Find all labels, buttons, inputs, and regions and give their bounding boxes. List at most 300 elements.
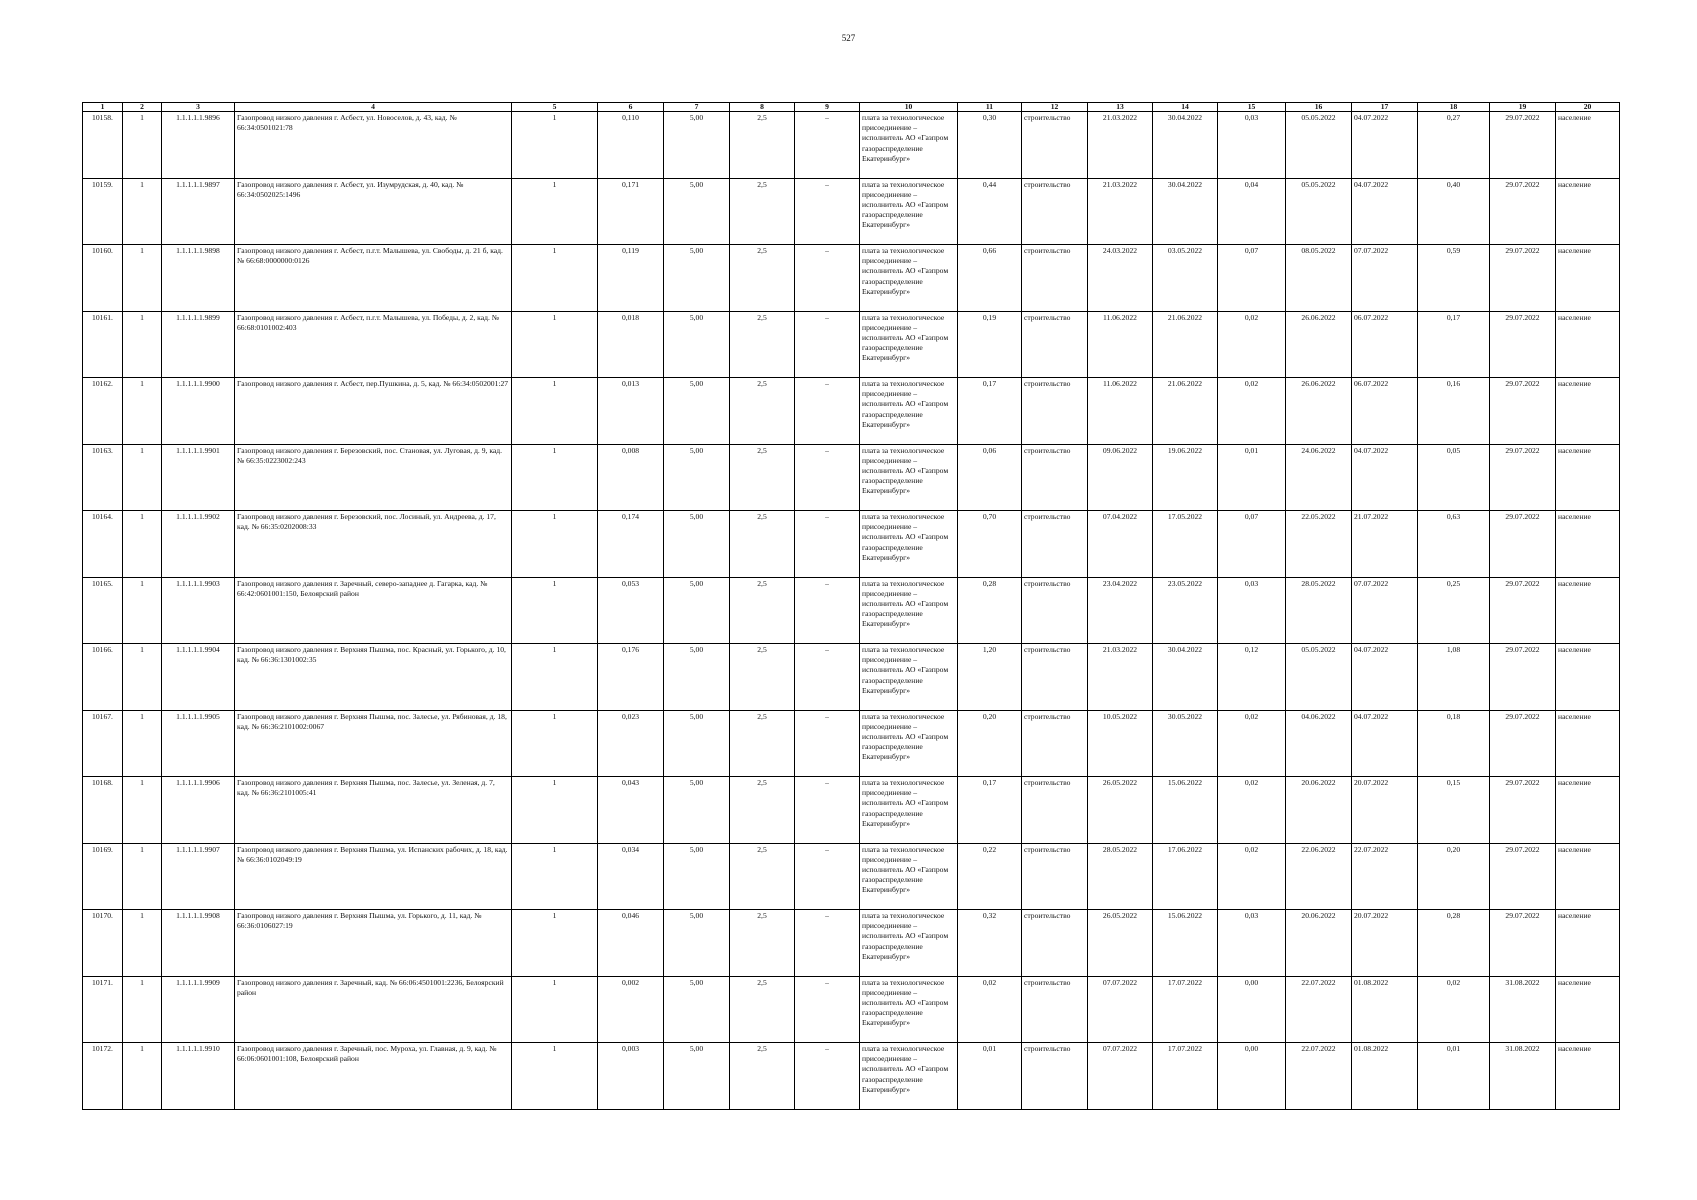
cell-col-17: 01.08.2022 — [1352, 976, 1418, 1043]
cell-col-19: 29.07.2022 — [1490, 378, 1556, 445]
cell-col-2: 1 — [123, 910, 162, 977]
cell-col-16: 22.07.2022 — [1286, 976, 1352, 1043]
column-header-10: 10 — [860, 103, 958, 112]
cell-col-5: 1 — [512, 444, 598, 511]
cell-col-13: 10.05.2022 — [1088, 710, 1153, 777]
cell-col-5: 1 — [512, 843, 598, 910]
cell-col-19: 29.07.2022 — [1490, 178, 1556, 245]
cell-col-8: 2,5 — [730, 112, 795, 179]
cell-col-1: 10171. — [83, 976, 123, 1043]
cell-col-15: 0,02 — [1218, 378, 1286, 445]
cell-col-4: Газопровод низкого давления г. Заречный, кад. № 66:06:4501001:2236, Белоярский район — [235, 976, 512, 1043]
cell-col-3: 1.1.1.1.1.9900 — [162, 378, 235, 445]
cell-col-2: 1 — [123, 444, 162, 511]
cell-col-10: плата за технологическое присоединение – исполнитель АО «Газпром газораспределение Екатеринбург» — [860, 710, 958, 777]
cell-col-9: – — [795, 245, 860, 312]
column-header-5: 5 — [512, 103, 598, 112]
cell-col-13: 11.06.2022 — [1088, 378, 1153, 445]
cell-col-9: – — [795, 444, 860, 511]
cell-col-4: Газопровод низкого давления г. Асбест, ул. Новоселов, д. 43, кад. № 66:34:0501021:78 — [235, 112, 512, 179]
cell-col-15: 0,03 — [1218, 577, 1286, 644]
cell-col-6: 0,176 — [598, 644, 664, 711]
cell-col-20: население — [1556, 577, 1620, 644]
cell-col-20: население — [1556, 644, 1620, 711]
table-row — [83, 777, 1620, 844]
cell-col-3: 1.1.1.1.1.9899 — [162, 311, 235, 378]
cell-col-1: 10158. — [83, 112, 123, 179]
cell-col-7: 5,00 — [664, 910, 730, 977]
cell-col-15: 0,03 — [1218, 910, 1286, 977]
cell-col-15: 0,01 — [1218, 444, 1286, 511]
cell-col-20: население — [1556, 112, 1620, 179]
cell-col-18: 0,20 — [1418, 843, 1490, 910]
column-header-2: 2 — [123, 103, 162, 112]
cell-col-3: 1.1.1.1.1.9896 — [162, 112, 235, 179]
cell-col-9: – — [795, 644, 860, 711]
cell-col-7: 5,00 — [664, 444, 730, 511]
cell-col-16: 28.05.2022 — [1286, 577, 1352, 644]
cell-col-5: 1 — [512, 644, 598, 711]
cell-col-6: 0,110 — [598, 112, 664, 179]
cell-col-3: 1.1.1.1.1.9907 — [162, 843, 235, 910]
cell-col-18: 0,01 — [1418, 1043, 1490, 1110]
cell-col-6: 0,174 — [598, 511, 664, 578]
table-row — [83, 378, 1620, 445]
cell-col-19: 29.07.2022 — [1490, 710, 1556, 777]
cell-col-1: 10164. — [83, 511, 123, 578]
cell-col-3: 1.1.1.1.1.9897 — [162, 178, 235, 245]
cell-col-8: 2,5 — [730, 777, 795, 844]
cell-col-2: 1 — [123, 644, 162, 711]
column-header-1: 1 — [83, 103, 123, 112]
cell-col-12: строительство — [1022, 777, 1088, 844]
cell-col-10: плата за технологическое присоединение – исполнитель АО «Газпром газораспределение Екатеринбург» — [860, 577, 958, 644]
cell-col-2: 1 — [123, 511, 162, 578]
cell-col-5: 1 — [512, 910, 598, 977]
cell-col-5: 1 — [512, 577, 598, 644]
cell-col-18: 1,08 — [1418, 644, 1490, 711]
cell-col-4: Газопровод низкого давления г. Верхняя Пышма, пос. Залесье, ул. Зеленая, д. 7, кад. № 66:36:2101005:41 — [235, 777, 512, 844]
cell-col-1: 10167. — [83, 710, 123, 777]
column-header-3: 3 — [162, 103, 235, 112]
cell-col-20: население — [1556, 777, 1620, 844]
cell-col-7: 5,00 — [664, 178, 730, 245]
cell-col-13: 07.07.2022 — [1088, 1043, 1153, 1110]
cell-col-18: 0,16 — [1418, 378, 1490, 445]
table-row — [83, 245, 1620, 312]
cell-col-18: 0,59 — [1418, 245, 1490, 312]
cell-col-10: плата за технологическое присоединение – исполнитель АО «Газпром газораспределение Екатеринбург» — [860, 1043, 958, 1110]
cell-col-10: плата за технологическое присоединение – исполнитель АО «Газпром газораспределение Екатеринбург» — [860, 644, 958, 711]
cell-col-20: население — [1556, 378, 1620, 445]
cell-col-5: 1 — [512, 710, 598, 777]
column-header-20: 20 — [1556, 103, 1620, 112]
cell-col-14: 17.05.2022 — [1153, 511, 1218, 578]
cell-col-11: 0,06 — [958, 444, 1022, 511]
cell-col-13: 26.05.2022 — [1088, 910, 1153, 977]
cell-col-3: 1.1.1.1.1.9906 — [162, 777, 235, 844]
cell-col-8: 2,5 — [730, 245, 795, 312]
cell-col-10: плата за технологическое присоединение – исполнитель АО «Газпром газораспределение Екатеринбург» — [860, 311, 958, 378]
cell-col-14: 30.05.2022 — [1153, 710, 1218, 777]
cell-col-16: 05.05.2022 — [1286, 112, 1352, 179]
cell-col-2: 1 — [123, 245, 162, 312]
table-row — [83, 444, 1620, 511]
cell-col-14: 17.07.2022 — [1153, 976, 1218, 1043]
cell-col-9: – — [795, 378, 860, 445]
cell-col-17: 04.07.2022 — [1352, 710, 1418, 777]
cell-col-19: 29.07.2022 — [1490, 511, 1556, 578]
cell-col-18: 0,18 — [1418, 710, 1490, 777]
cell-col-3: 1.1.1.1.1.9908 — [162, 910, 235, 977]
column-header-13: 13 — [1088, 103, 1153, 112]
cell-col-3: 1.1.1.1.1.9901 — [162, 444, 235, 511]
table-row — [83, 178, 1620, 245]
cell-col-8: 2,5 — [730, 178, 795, 245]
cell-col-15: 0,02 — [1218, 777, 1286, 844]
cell-col-11: 0,19 — [958, 311, 1022, 378]
cell-col-16: 04.06.2022 — [1286, 710, 1352, 777]
column-header-7: 7 — [664, 103, 730, 112]
cell-col-19: 29.07.2022 — [1490, 311, 1556, 378]
cell-col-19: 29.07.2022 — [1490, 843, 1556, 910]
cell-col-1: 10172. — [83, 1043, 123, 1110]
table-row — [83, 577, 1620, 644]
cell-col-3: 1.1.1.1.1.9898 — [162, 245, 235, 312]
column-header-17: 17 — [1352, 103, 1418, 112]
cell-col-13: 21.03.2022 — [1088, 112, 1153, 179]
cell-col-6: 0,119 — [598, 245, 664, 312]
cell-col-6: 0,053 — [598, 577, 664, 644]
column-header-9: 9 — [795, 103, 860, 112]
cell-col-11: 0,02 — [958, 976, 1022, 1043]
cell-col-11: 0,32 — [958, 910, 1022, 977]
cell-col-18: 0,28 — [1418, 910, 1490, 977]
cell-col-4: Газопровод низкого давления г. Заречный, пос. Муроха, ул. Главная, д. 9, кад. № 66:06:0601001:108, Белоярский район — [235, 1043, 512, 1110]
cell-col-18: 0,63 — [1418, 511, 1490, 578]
cell-col-17: 20.07.2022 — [1352, 777, 1418, 844]
cell-col-12: строительство — [1022, 976, 1088, 1043]
table-row — [83, 1043, 1620, 1110]
cell-col-13: 07.07.2022 — [1088, 976, 1153, 1043]
cell-col-20: население — [1556, 910, 1620, 977]
table-row — [83, 112, 1620, 179]
cell-col-18: 0,17 — [1418, 311, 1490, 378]
cell-col-3: 1.1.1.1.1.9902 — [162, 511, 235, 578]
cell-col-14: 21.06.2022 — [1153, 311, 1218, 378]
cell-col-17: 06.07.2022 — [1352, 378, 1418, 445]
cell-col-4: Газопровод низкого давления г. Березовский, пос. Лосиный, ул. Андреева, д. 17, кад. № 66:35:0202008:33 — [235, 511, 512, 578]
cell-col-12: строительство — [1022, 577, 1088, 644]
cell-col-16: 26.06.2022 — [1286, 378, 1352, 445]
cell-col-3: 1.1.1.1.1.9904 — [162, 644, 235, 711]
cell-col-15: 0,07 — [1218, 511, 1286, 578]
cell-col-8: 2,5 — [730, 710, 795, 777]
cell-col-7: 5,00 — [664, 245, 730, 312]
cell-col-1: 10160. — [83, 245, 123, 312]
cell-col-14: 17.07.2022 — [1153, 1043, 1218, 1110]
cell-col-16: 05.05.2022 — [1286, 178, 1352, 245]
cell-col-13: 28.05.2022 — [1088, 843, 1153, 910]
cell-col-17: 07.07.2022 — [1352, 577, 1418, 644]
cell-col-7: 5,00 — [664, 1043, 730, 1110]
cell-col-15: 0,00 — [1218, 976, 1286, 1043]
cell-col-18: 0,02 — [1418, 976, 1490, 1043]
cell-col-15: 0,07 — [1218, 245, 1286, 312]
header-row — [83, 103, 1620, 112]
cell-col-16: 20.06.2022 — [1286, 777, 1352, 844]
cell-col-13: 23.04.2022 — [1088, 577, 1153, 644]
cell-col-15: 0,02 — [1218, 843, 1286, 910]
cell-col-13: 11.06.2022 — [1088, 311, 1153, 378]
cell-col-9: – — [795, 777, 860, 844]
cell-col-5: 1 — [512, 311, 598, 378]
cell-col-1: 10162. — [83, 378, 123, 445]
cell-col-5: 1 — [512, 1043, 598, 1110]
cell-col-17: 06.07.2022 — [1352, 311, 1418, 378]
cell-col-1: 10165. — [83, 577, 123, 644]
cell-col-4: Газопровод низкого давления г. Верхняя Пышма, ул. Испанских рабочих, д. 18, кад. № 66:36:0102049:19 — [235, 843, 512, 910]
cell-col-11: 0,30 — [958, 112, 1022, 179]
cell-col-6: 0,008 — [598, 444, 664, 511]
cell-col-14: 15.06.2022 — [1153, 777, 1218, 844]
table-row — [83, 511, 1620, 578]
cell-col-14: 03.05.2022 — [1153, 245, 1218, 312]
cell-col-2: 1 — [123, 178, 162, 245]
cell-col-17: 04.07.2022 — [1352, 444, 1418, 511]
cell-col-12: строительство — [1022, 644, 1088, 711]
cell-col-12: строительство — [1022, 112, 1088, 179]
table-row — [83, 644, 1620, 711]
cell-col-17: 04.07.2022 — [1352, 112, 1418, 179]
cell-col-13: 21.03.2022 — [1088, 644, 1153, 711]
cell-col-11: 0,22 — [958, 843, 1022, 910]
table-body — [83, 112, 1620, 1110]
cell-col-10: плата за технологическое присоединение – исполнитель АО «Газпром газораспределение Екатеринбург» — [860, 378, 958, 445]
column-header-12: 12 — [1022, 103, 1088, 112]
cell-col-17: 20.07.2022 — [1352, 910, 1418, 977]
cell-col-6: 0,171 — [598, 178, 664, 245]
cell-col-2: 1 — [123, 577, 162, 644]
cell-col-16: 20.06.2022 — [1286, 910, 1352, 977]
cell-col-8: 2,5 — [730, 976, 795, 1043]
cell-col-16: 05.05.2022 — [1286, 644, 1352, 711]
cell-col-1: 10163. — [83, 444, 123, 511]
column-header-6: 6 — [598, 103, 664, 112]
cell-col-20: население — [1556, 976, 1620, 1043]
cell-col-15: 0,03 — [1218, 112, 1286, 179]
cell-col-20: население — [1556, 710, 1620, 777]
cell-col-5: 1 — [512, 777, 598, 844]
cell-col-6: 0,003 — [598, 1043, 664, 1110]
cell-col-11: 0,66 — [958, 245, 1022, 312]
cell-col-18: 0,25 — [1418, 577, 1490, 644]
cell-col-16: 24.06.2022 — [1286, 444, 1352, 511]
cell-col-4: Газопровод низкого давления г. Асбест, п.г.т. Малышева, ул. Свободы, д. 21 б, кад. № 66:68:0000000:0126 — [235, 245, 512, 312]
cell-col-13: 26.05.2022 — [1088, 777, 1153, 844]
cell-col-1: 10161. — [83, 311, 123, 378]
cell-col-10: плата за технологическое присоединение – исполнитель АО «Газпром газораспределение Екатеринбург» — [860, 843, 958, 910]
cell-col-20: население — [1556, 1043, 1620, 1110]
cell-col-8: 2,5 — [730, 378, 795, 445]
cell-col-20: население — [1556, 311, 1620, 378]
cell-col-10: плата за технологическое присоединение – исполнитель АО «Газпром газораспределение Екатеринбург» — [860, 910, 958, 977]
cell-col-15: 0,00 — [1218, 1043, 1286, 1110]
cell-col-1: 10169. — [83, 843, 123, 910]
cell-col-11: 0,17 — [958, 378, 1022, 445]
cell-col-11: 1,20 — [958, 644, 1022, 711]
cell-col-2: 1 — [123, 1043, 162, 1110]
column-header-15: 15 — [1218, 103, 1286, 112]
cell-col-10: плата за технологическое присоединение – исполнитель АО «Газпром газораспределение Екатеринбург» — [860, 245, 958, 312]
cell-col-4: Газопровод низкого давления г. Асбест, п.г.т. Малышева, ул. Победы, д. 2, кад. № 66:68:0101002:403 — [235, 311, 512, 378]
column-header-4: 4 — [235, 103, 512, 112]
cell-col-9: – — [795, 577, 860, 644]
cell-col-18: 0,27 — [1418, 112, 1490, 179]
cell-col-1: 10159. — [83, 178, 123, 245]
cell-col-18: 0,40 — [1418, 178, 1490, 245]
cell-col-7: 5,00 — [664, 843, 730, 910]
cell-col-15: 0,02 — [1218, 311, 1286, 378]
cell-col-20: население — [1556, 245, 1620, 312]
cell-col-19: 29.07.2022 — [1490, 444, 1556, 511]
cell-col-4: Газопровод низкого давления г. Асбест, ул. Изумрудская, д. 40, кад. № 66:34:0502025:1496 — [235, 178, 512, 245]
cell-col-9: – — [795, 710, 860, 777]
cell-col-12: строительство — [1022, 378, 1088, 445]
table-row — [83, 976, 1620, 1043]
cell-col-14: 17.06.2022 — [1153, 843, 1218, 910]
column-header-8: 8 — [730, 103, 795, 112]
cell-col-14: 19.06.2022 — [1153, 444, 1218, 511]
cell-col-6: 0,046 — [598, 910, 664, 977]
cell-col-2: 1 — [123, 112, 162, 179]
cell-col-8: 2,5 — [730, 311, 795, 378]
cell-col-16: 22.05.2022 — [1286, 511, 1352, 578]
cell-col-20: население — [1556, 511, 1620, 578]
cell-col-15: 0,04 — [1218, 178, 1286, 245]
cell-col-16: 08.05.2022 — [1286, 245, 1352, 312]
cell-col-9: – — [795, 311, 860, 378]
cell-col-10: плата за технологическое присоединение – исполнитель АО «Газпром газораспределение Екатеринбург» — [860, 112, 958, 179]
cell-col-13: 24.03.2022 — [1088, 245, 1153, 312]
cell-col-6: 0,043 — [598, 777, 664, 844]
cell-col-13: 09.06.2022 — [1088, 444, 1153, 511]
cell-col-11: 0,01 — [958, 1043, 1022, 1110]
cell-col-15: 0,02 — [1218, 710, 1286, 777]
cell-col-7: 5,00 — [664, 311, 730, 378]
cell-col-7: 5,00 — [664, 378, 730, 445]
cell-col-19: 29.07.2022 — [1490, 910, 1556, 977]
cell-col-14: 30.04.2022 — [1153, 644, 1218, 711]
cell-col-19: 29.07.2022 — [1490, 644, 1556, 711]
table-row — [83, 843, 1620, 910]
table-row — [83, 910, 1620, 977]
cell-col-12: строительство — [1022, 311, 1088, 378]
cell-col-19: 29.07.2022 — [1490, 777, 1556, 844]
cell-col-18: 0,15 — [1418, 777, 1490, 844]
cell-col-2: 1 — [123, 976, 162, 1043]
cell-col-11: 0,44 — [958, 178, 1022, 245]
cell-col-3: 1.1.1.1.1.9909 — [162, 976, 235, 1043]
cell-col-20: население — [1556, 843, 1620, 910]
cell-col-17: 01.08.2022 — [1352, 1043, 1418, 1110]
cell-col-8: 2,5 — [730, 577, 795, 644]
cell-col-9: – — [795, 976, 860, 1043]
cell-col-16: 22.07.2022 — [1286, 1043, 1352, 1110]
cell-col-5: 1 — [512, 976, 598, 1043]
cell-col-2: 1 — [123, 710, 162, 777]
cell-col-11: 0,20 — [958, 710, 1022, 777]
cell-col-17: 22.07.2022 — [1352, 843, 1418, 910]
cell-col-2: 1 — [123, 843, 162, 910]
cell-col-14: 30.04.2022 — [1153, 112, 1218, 179]
cell-col-7: 5,00 — [664, 112, 730, 179]
cell-col-7: 5,00 — [664, 644, 730, 711]
cell-col-20: население — [1556, 444, 1620, 511]
cell-col-10: плата за технологическое присоединение – исполнитель АО «Газпром газораспределение Екатеринбург» — [860, 777, 958, 844]
cell-col-8: 2,5 — [730, 511, 795, 578]
cell-col-7: 5,00 — [664, 710, 730, 777]
cell-col-19: 29.07.2022 — [1490, 112, 1556, 179]
cell-col-5: 1 — [512, 178, 598, 245]
cell-col-9: – — [795, 511, 860, 578]
page-number: 527 — [841, 33, 856, 43]
cell-col-18: 0,05 — [1418, 444, 1490, 511]
cell-col-10: плата за технологическое присоединение – исполнитель АО «Газпром газораспределение Екатеринбург» — [860, 444, 958, 511]
cell-col-12: строительство — [1022, 178, 1088, 245]
cell-col-2: 1 — [123, 311, 162, 378]
column-header-14: 14 — [1153, 103, 1218, 112]
cell-col-17: 04.07.2022 — [1352, 178, 1418, 245]
cell-col-10: плата за технологическое присоединение – исполнитель АО «Газпром газораспределение Екатеринбург» — [860, 511, 958, 578]
cell-col-6: 0,002 — [598, 976, 664, 1043]
cell-col-3: 1.1.1.1.1.9905 — [162, 710, 235, 777]
cell-col-4: Газопровод низкого давления г. Заречный, северо-западнее д. Гагарка, кад. № 66:42:0601001:150, Белоярский район — [235, 577, 512, 644]
cell-col-6: 0,013 — [598, 378, 664, 445]
cell-col-19: 29.07.2022 — [1490, 577, 1556, 644]
cell-col-11: 0,70 — [958, 511, 1022, 578]
cell-col-17: 04.07.2022 — [1352, 644, 1418, 711]
cell-col-4: Газопровод низкого давления г. Верхняя Пышма, пос. Залесье, ул. Рябиновая, д. 18, кад. № 66:36:2101002:0067 — [235, 710, 512, 777]
cell-col-10: плата за технологическое присоединение – исполнитель АО «Газпром газораспределение Екатеринбург» — [860, 976, 958, 1043]
cell-col-19: 31.08.2022 — [1490, 1043, 1556, 1110]
cell-col-5: 1 — [512, 112, 598, 179]
column-header-16: 16 — [1286, 103, 1352, 112]
cell-col-16: 26.06.2022 — [1286, 311, 1352, 378]
cell-col-6: 0,023 — [598, 710, 664, 777]
cell-col-19: 31.08.2022 — [1490, 976, 1556, 1043]
cell-col-5: 1 — [512, 511, 598, 578]
cell-col-6: 0,018 — [598, 311, 664, 378]
column-header-19: 19 — [1490, 103, 1556, 112]
cell-col-2: 1 — [123, 777, 162, 844]
cell-col-7: 5,00 — [664, 511, 730, 578]
cell-col-8: 2,5 — [730, 910, 795, 977]
cell-col-12: строительство — [1022, 245, 1088, 312]
cell-col-6: 0,034 — [598, 843, 664, 910]
cell-col-4: Газопровод низкого давления г. Верхняя Пышма, ул. Горького, д. 11, кад. № 66:36:0106027:19 — [235, 910, 512, 977]
cell-col-7: 5,00 — [664, 577, 730, 644]
cell-col-4: Газопровод низкого давления г. Асбест, пер.Пушкина, д. 5, кад. № 66:34:0502001:27 — [235, 378, 512, 445]
cell-col-13: 21.03.2022 — [1088, 178, 1153, 245]
cell-col-4: Газопровод низкого давления г. Верхняя Пышма, пос. Красный, ул. Горького, д. 10, кад. № 66:36:1301002:35 — [235, 644, 512, 711]
cell-col-8: 2,5 — [730, 843, 795, 910]
registry-table — [82, 102, 1620, 1110]
cell-col-9: – — [795, 843, 860, 910]
cell-col-11: 0,17 — [958, 777, 1022, 844]
cell-col-3: 1.1.1.1.1.9910 — [162, 1043, 235, 1110]
cell-col-14: 30.04.2022 — [1153, 178, 1218, 245]
